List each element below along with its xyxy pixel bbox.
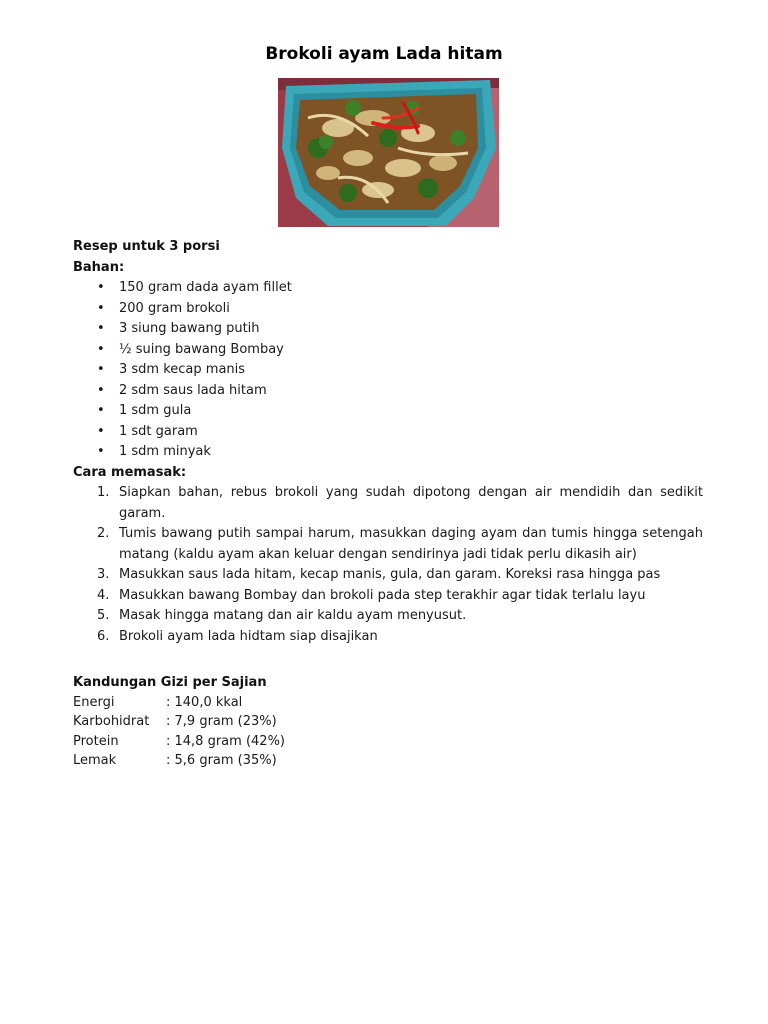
bullet-icon: • <box>97 382 105 398</box>
ingredient-text: 3 sdm kecap manis <box>119 362 246 377</box>
bullet-icon: • <box>97 362 105 377</box>
step-item <box>73 483 703 524</box>
step-number: 4. <box>97 587 110 603</box>
list-item <box>73 381 703 402</box>
page-title: Brokoli ayam Lada hitam <box>265 44 503 64</box>
recipe-content <box>73 237 703 771</box>
nutrition-value: : 140,0 kkal <box>166 694 243 710</box>
bullet-icon: • <box>97 423 105 439</box>
step-item <box>73 586 703 607</box>
ingredient-text: 150 gram dada ayam fillet <box>119 280 292 295</box>
nutrition-value: : 5,6 gram (35%) <box>166 753 277 768</box>
step-number: 1. <box>97 485 110 500</box>
nutrition-label: Energi <box>73 694 115 710</box>
food-photo-icon <box>278 78 499 227</box>
step-number: 3. <box>97 567 110 582</box>
steps-list <box>73 483 703 647</box>
list-item <box>73 422 703 443</box>
nutrition-section <box>73 673 703 771</box>
ingredient-text: 1 sdm gula <box>119 403 192 418</box>
ingredient-text: 1 sdm minyak <box>119 444 211 459</box>
portion-label: Resep untuk 3 porsi <box>73 239 220 254</box>
step-number: 6. <box>97 628 110 644</box>
ingredients-heading: Bahan: <box>73 259 125 275</box>
bullet-icon: • <box>97 341 105 357</box>
list-item <box>73 360 703 381</box>
bullet-icon: • <box>97 321 105 336</box>
step-text: Brokoli ayam lada hidtam siap disajikan <box>119 628 378 644</box>
bullet-icon: • <box>97 280 105 295</box>
list-item <box>73 340 703 361</box>
step-text: Tumis bawang putih sampai harum, masukkan daging ayam dan tumis hingga setengah matang (kaldu ayam akan keluar dengan sendirinya jadi tidak perlu dikasih air) <box>119 526 703 562</box>
nutrition-row-fat <box>73 751 703 771</box>
list-item <box>73 319 703 340</box>
nutrition-label: Lemak <box>73 753 117 768</box>
ingredient-text: ½ suing bawang Bombay <box>119 341 284 357</box>
list-item <box>73 442 703 463</box>
step-number: 5. <box>97 608 110 623</box>
ingredient-text: 2 sdm saus lada hitam <box>119 382 267 398</box>
bullet-icon: • <box>97 403 105 418</box>
step-item <box>73 627 703 648</box>
steps-heading: Cara memasak: <box>73 464 187 480</box>
step-text: Masukkan saus lada hitam, kecap manis, gula, dan garam. Koreksi rasa hingga pas <box>119 567 661 582</box>
nutrition-label: Protein <box>73 733 119 749</box>
ingredients-list <box>73 278 703 463</box>
nutrition-row-energy <box>73 693 703 713</box>
bullet-icon: • <box>97 444 105 459</box>
step-text: Siapkan bahan, rebus brokoli yang sudah dipotong dengan air mendidih dan sedikit garam. <box>119 485 703 521</box>
nutrition-heading: Kandungan Gizi per Sajian <box>73 675 267 690</box>
step-item <box>73 524 703 565</box>
dish-photo <box>278 78 499 227</box>
step-item <box>73 565 703 586</box>
list-item <box>73 278 703 299</box>
ingredient-text: 200 gram brokoli <box>119 300 230 316</box>
ingredient-text: 1 sdt garam <box>119 423 198 439</box>
nutrition-row-protein <box>73 732 703 752</box>
list-item <box>73 401 703 422</box>
nutrition-row-carbs <box>73 712 703 732</box>
step-text: Masak hingga matang dan air kaldu ayam menyusut. <box>119 608 467 623</box>
ingredient-text: 3 siung bawang putih <box>119 321 260 336</box>
step-number: 2. <box>97 526 110 541</box>
nutrition-value: : 14,8 gram (42%) <box>166 733 285 749</box>
step-item <box>73 606 703 627</box>
nutrition-label: Karbohidrat <box>73 714 150 729</box>
list-item <box>73 299 703 320</box>
nutrition-value: : 7,9 gram (23%) <box>166 714 277 729</box>
step-text: Masukkan bawang Bombay dan brokoli pada step terakhir agar tidak terlalu layu <box>119 587 646 603</box>
bullet-icon: • <box>97 300 105 316</box>
